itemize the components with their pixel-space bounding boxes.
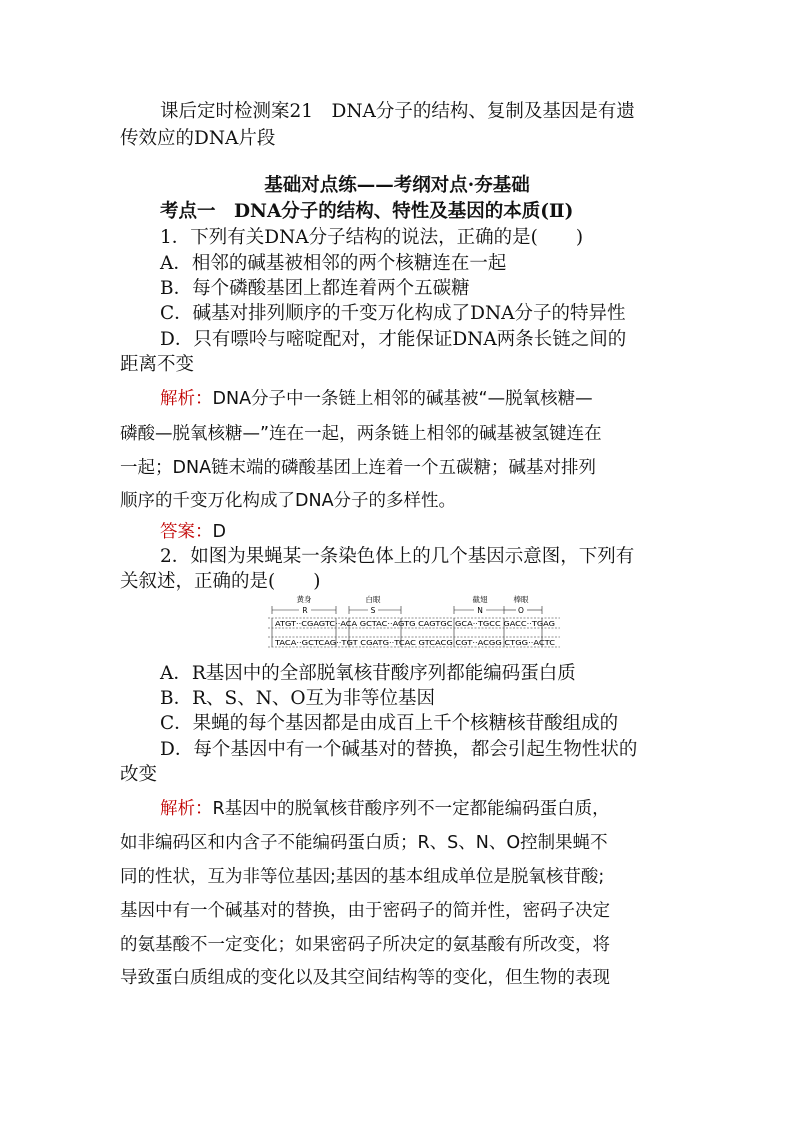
- q1-stem-close: ): [575, 227, 584, 248]
- q2-analysis-line-1: [160, 796, 610, 822]
- gene-o-label: O: [518, 606, 524, 615]
- q1-option-a: A．相邻的碱基被相邻的两个核糖连在一起: [160, 253, 507, 274]
- q2-option-b: B．R、S、N、O互为非等位基因: [160, 688, 436, 709]
- gene-r-label: R: [302, 606, 308, 615]
- q1-option-d-cont: 距离不变: [120, 354, 195, 375]
- label-jiechi: 截翅: [472, 595, 488, 604]
- q1-option-d: D．只有嘌呤与嘧啶配对，才能保证DNA两条长链之间的: [160, 329, 627, 350]
- q2-option-a: A．R基因中的全部脱氧核苷酸序列都能编码蛋白质: [160, 663, 576, 684]
- q1-analysis-line-2: 磷酸—脱氧核糖—”连在一起，两条链上相邻的碱基被氢键连在: [120, 424, 602, 444]
- q1-answer-label: 答案：: [160, 522, 213, 542]
- q2-option-d: D．每个基因中有一个碱基对的替换，都会引起生物性状的: [160, 739, 638, 760]
- q2-analysis-line-6: 导致蛋白质组成的变化以及其空间结构等的变化，但生物的表现: [120, 968, 610, 988]
- q1-analysis-line-4: 顺序的千变万化构成了DNA分子的多样性。: [120, 491, 457, 511]
- q1-analysis-line-3: 一起；DNA链末端的磷酸基团上连着一个五碳糖；碱基对排列: [120, 458, 597, 478]
- gene-span-arrows: [272, 606, 542, 614]
- topic-heading: 考点一 DNA分子的结构、特性及基因的本质(Ⅱ): [160, 201, 574, 222]
- q1-answer-value: D: [212, 522, 226, 542]
- q2-option-c: C．果蝇的每个基因都是由成百上千个核糖核苷酸组成的: [160, 713, 619, 734]
- q1-analysis-text-1: DNA分子中一条链上相邻的碱基被“—脱氧核糖—: [212, 389, 593, 409]
- q2-stem-close: ): [313, 571, 321, 592]
- section-heading: 基础对点练——考纲对点·夯基础: [264, 175, 530, 196]
- q1-stem-text: 1．下列有关DNA分子结构的说法，正确的是(: [160, 227, 538, 248]
- dna-top-strand-sequence: ATGT··CGAGTC··ACA GCTAC··AGTG CAGTGC GCA··TGCC GACC··TGAG: [275, 620, 555, 628]
- q1-stem: [160, 225, 583, 251]
- gene-diagram: [268, 593, 562, 649]
- q2-stem-text: 关叙述，正确的是(: [120, 571, 276, 592]
- label-huangshen: 黄身: [296, 595, 312, 604]
- q1-option-c: C．碱基对排列顺序的千变万化构成了DNA分子的特异性: [160, 303, 626, 324]
- title-line-1: 课后定时检测案21 DNA分子的结构、复制及基因是有遗: [160, 101, 635, 122]
- q2-analysis-text-1: R基因中的脱氧核苷酸序列不一定都能编码蛋白质，: [212, 799, 610, 819]
- label-bangyan: 棒眼: [513, 595, 529, 604]
- q2-analysis-line-3: 同的性状，互为非等位基因;基因的基本组成单位是脱氧核苷酸;: [120, 867, 605, 887]
- q2-stem-line-1: 2．如图为果蝇某一条染色体上的几个基因示意图，下列有: [160, 546, 635, 567]
- gene-n-label: N: [477, 606, 483, 615]
- q2-stem-line-2: [120, 569, 320, 595]
- gene-s-label: S: [370, 606, 376, 615]
- q1-option-b: B．每个磷酸基团上都连着两个五碳糖: [160, 278, 470, 299]
- q2-option-d-cont: 改变: [120, 764, 158, 785]
- q2-analysis-line-4: 基因中有一个碱基对的替换，由于密码子的简并性，密码子决定: [120, 901, 610, 921]
- label-baiyan: 白眼: [365, 595, 381, 604]
- q2-analysis-line-5: 的氨基酸不一定变化；如果密码子所决定的氨基酸有所改变，将: [120, 935, 610, 955]
- q1-analysis-line-1: [160, 386, 593, 412]
- q1-answer: [160, 519, 226, 545]
- dna-bottom-strand-sequence: TACA··GCTCAG··TGT CGATG··TCAC GTCACG CGT··ACGG CTGG··ACTC: [273, 639, 556, 647]
- q1-analysis-label: 解析：: [160, 389, 213, 409]
- q2-analysis-label: 解析：: [160, 799, 213, 819]
- q2-analysis-line-2: 如非编码区和内含子不能编码蛋白质；R、S、N、O控制果蝇不: [120, 833, 608, 853]
- title-line-2: 传效应的DNA片段: [120, 128, 276, 149]
